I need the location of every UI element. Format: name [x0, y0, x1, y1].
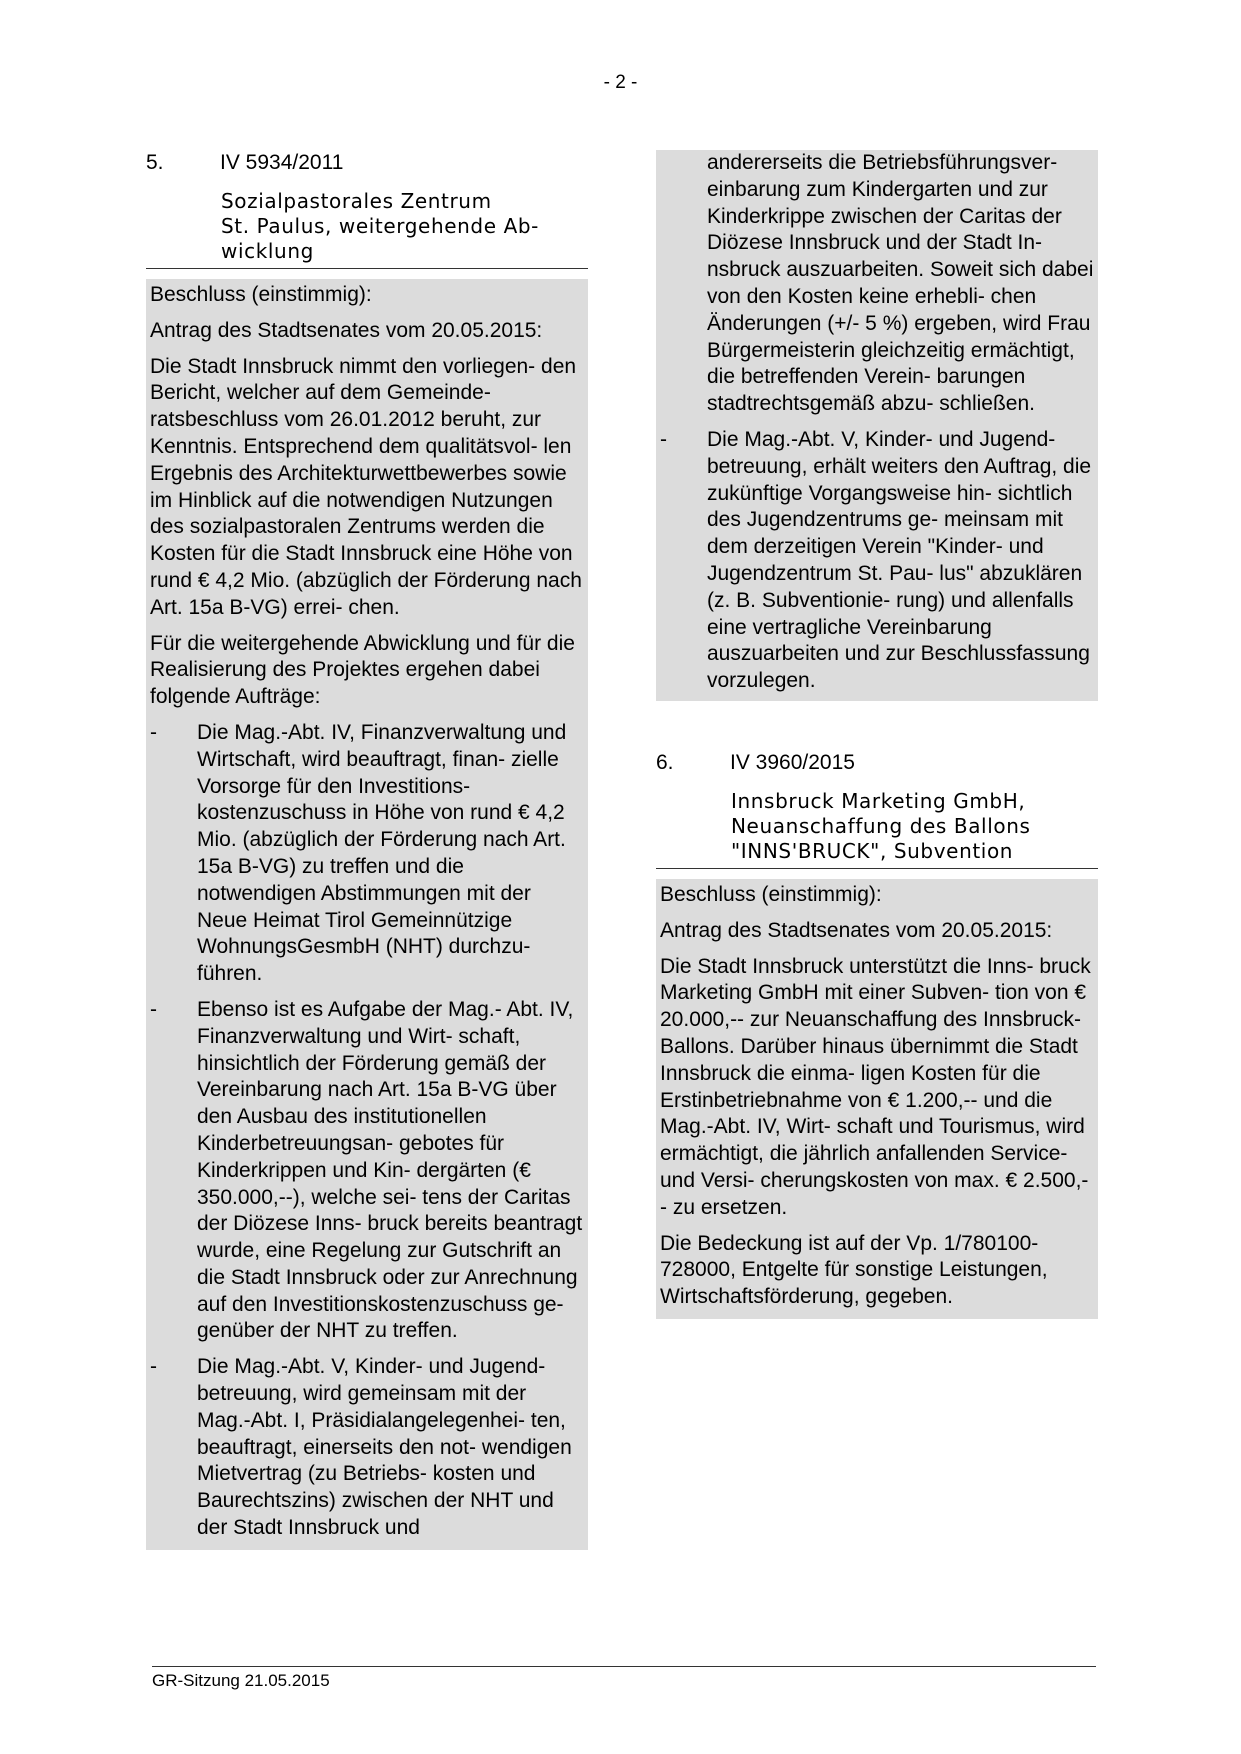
right-column	[656, 150, 1098, 1319]
decision-label: Beschluss (einstimmig):	[150, 283, 372, 306]
motion-label: Antrag des Stadtsenates vom 20.05.2015:	[150, 318, 543, 342]
title-line: Innsbruck Marketing GmbH,	[731, 788, 1026, 813]
item-6-resolution	[656, 879, 1098, 1319]
item-number: 5.	[146, 151, 164, 174]
resolution-paragraph: Die Stadt Innsbruck nimmt den vorliegen- den Bericht, welcher auf dem Gemeinde- ratsbeschluss vom 26.01.2012 beruht, zur Kenntnis. Entsprechend dem qualitätsvol- len Ergebnis des Architekturwettbewerbes sowie im Hinblick auf die notwendigen Nutzungen des sozialpastoralen Zentrums werden die Kosten für die Stadt Innsbruck eine Höhe von rund € 4,2 Mio. (abzüglich der Förderung nach Art. 15a B-VG) errei- chen.	[150, 354, 582, 619]
title-line: Sozialpastorales Zentrum	[221, 189, 492, 213]
list-item-text: Die Mag.-Abt. IV, Finanzverwaltung und Wirtschaft, wird beauftragt, finan- zielle Vorsorge für den Investitions- kostenzuschuss in Höhe von rund € 4,2 Mio. (abzüglich der Förderung nach Art. 15a B-VG) zu treffen und die notwendigen Abstimmungen mit der Neue Heimat Tirol Gemeinnützige WohnungsGesmbH (NHT) durchzu- führen.	[197, 720, 567, 986]
resolution-paragraph: Die Stadt Innsbruck unterstützt die Inns- bruck Marketing GmbH mit einer Subven- tion von € 20.000,-- zur Neuanschaffung des Innsbruck-Ballons. Darüber hinaus übernimmt die Stadt Innsbruck die einma- ligen Kosten für die Erstinbetriebnahme von € 1.200,-- und die Mag.-Abt. IV, Wirt- schaft und Tourismus, wird ermächtigt, die jährlich anfallenden Service- und Versi- cherungskosten von max. € 2.500,-- zu ersetzen.	[660, 954, 1091, 1219]
page-number: - 2 -	[603, 72, 638, 93]
item-number: 6.	[656, 750, 674, 774]
title-line: Neuanschaffung des Ballons	[731, 813, 1031, 838]
page-footer	[152, 1666, 1096, 1691]
list-item-text: Ebenso ist es Aufgabe der Mag.- Abt. IV, Finanzverwaltung und Wirt- schaft, hinsichtlich der Förderung gemäß der Vereinbarung nach Art. 15a B-VG über den Ausbau des institutionellen Kinderbetreuungsan- gebotes für Kinderkrippen und Kin- dergärten (€ 350.000,--), welche sei- tens der Caritas der Diözese Inns- bruck bereits beantragt wurde, eine Regelung zur Gutschrift an die Stadt Innsbruck oder zur Anrechnung auf den Investitionskostenzuschuss ge- genüber der NHT zu treffen.	[197, 997, 583, 1343]
list-item-continued	[660, 150, 1094, 418]
title-line: "INNS'BRUCK", Subvention	[731, 838, 1014, 863]
list-item	[660, 427, 1094, 695]
resolution-paragraph: Für die weitergehende Abwicklung und für die Realisierung des Projektes ergehen dabei folgende Aufträge:	[150, 631, 575, 709]
item-5-continuation	[656, 150, 1098, 701]
title-line: St. Paulus, weitergehende Ab-	[221, 214, 539, 238]
item-5-resolution	[146, 279, 588, 1550]
list-item	[150, 997, 584, 1345]
item-reference: IV 3960/2015	[730, 750, 855, 774]
list-item-text: andererseits die Betriebsführungsver- einbarung zum Kindergarten und zur Kinderkrippe zwischen der Caritas der Diözese Innsbruck und der Stadt In- nsbruck auszuarbeiten. Soweit sich dabei von den Kosten keine erhebli- chen Änderungen (+/- 5 %) ergeben, wird Frau Bürgermeisterin gleichzeitig ermächtigt, die betreffenden Verein- barungen stadtrechtsgemäß abzu- schließen.	[707, 151, 1094, 416]
title-divider	[656, 868, 1098, 869]
left-column	[146, 150, 588, 1550]
decision-label: Beschluss (einstimmig):	[660, 882, 882, 906]
motion-label: Antrag des Stadtsenates vom 20.05.2015:	[660, 918, 1053, 942]
title-line: wicklung	[221, 239, 314, 263]
bullet-dash: -	[150, 997, 157, 1021]
bullet-dash: -	[660, 427, 667, 451]
resolution-paragraph: Die Bedeckung ist auf der Vp. 1/780100- 728000, Entgelte für sonstige Leistungen, Wirtschaftsförderung, gegeben.	[660, 1231, 1048, 1309]
list-item	[150, 720, 584, 988]
item-6-title	[731, 789, 1098, 864]
item-6-header	[656, 750, 1098, 775]
item-5-title	[221, 189, 588, 264]
item-5-header	[146, 150, 588, 175]
list-item	[150, 1354, 584, 1542]
footer-text: GR-Sitzung 21.05.2015	[152, 1671, 330, 1690]
title-divider	[146, 268, 588, 269]
list-item-text: Die Mag.-Abt. V, Kinder- und Jugend- betreuung, erhält weiters den Auftrag, die zukünftige Vorgangsweise hin- sichtlich des Jugendzentrums ge- meinsam mit dem derzeitigen Verein "Kinder- und Jugendzentrum St. Pau- lus" abzuklären (z. B. Subventionie- rung) und allenfalls eine vertragliche Vereinbarung auszuarbeiten und zur Beschlussfassung vorzulegen.	[707, 427, 1092, 693]
list-item-text: Die Mag.-Abt. V, Kinder- und Jugend- betreuung, wird gemeinsam mit der Mag.-Abt. I, Präsidialangelegenhei- ten, beauftragt, einerseits den not- wendigen Mietvertrag (zu Betriebs- kosten und Baurechtszins) zwischen der NHT und der Stadt Innsbruck und	[197, 1355, 572, 1540]
bullet-dash: -	[150, 1355, 157, 1379]
bullet-dash: -	[150, 720, 157, 744]
item-reference: IV 5934/2011	[220, 151, 344, 174]
